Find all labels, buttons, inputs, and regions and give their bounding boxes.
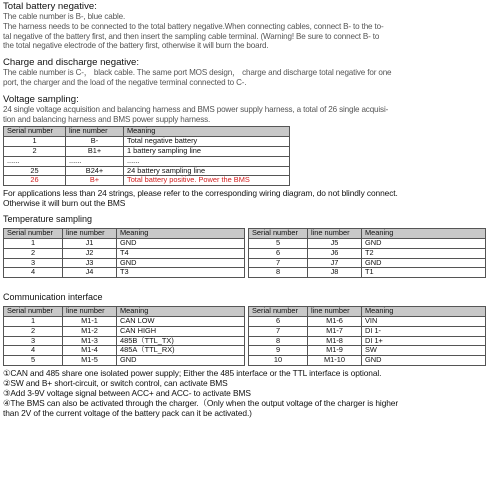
cell-line: J6 [308,248,362,258]
section-charge-discharge [3,57,485,88]
table-row [4,238,486,248]
cell-serial: 10 [249,356,308,366]
communication-title: Communication interface [3,292,103,303]
header-meaning: Meaning [362,307,486,317]
cell-serial: 2 [4,248,63,258]
table-header-row [4,127,290,137]
cell-meaning: DI 1+ [362,336,486,346]
header-serial: Serial number [249,229,308,239]
cell-serial: 3 [4,336,63,346]
cell-line: J3 [63,258,117,268]
temperature-table [3,228,486,278]
header-line: line number [63,307,117,317]
text-line: The harness needs to be connected to the total battery negative.When connecting cables, connect B- to the to- [3,21,384,31]
cell-meaning: 24 battery sampling line [124,166,290,176]
cell-serial: 2 [4,326,63,336]
section-title: Charge and discharge negative: [3,57,140,69]
section-body [3,105,485,125]
text-line: port, the charger and the load of the negative terminal connected to C-. [3,77,247,87]
cell-line: J5 [308,238,362,248]
cell-meaning: 1 battery sampling line [124,146,290,156]
text-line: the total negative electrode of the battery first, otherwise it will burn the board. [3,41,269,51]
cell-meaning: CAN HIGH [117,326,245,336]
cell-line: M1-8 [308,336,362,346]
cell-line: J7 [308,258,362,268]
table-header-row [4,307,486,317]
header-serial: Serial number [4,229,63,239]
cell-serial: 6 [249,248,308,258]
footnote-line: than 2V of the current voltage of the battery pack can it be activated.) [3,407,252,418]
cell-line: M1-1 [63,316,117,326]
temperature-title: Temperature sampling [3,214,93,225]
header-serial: Serial number [4,127,66,137]
cell-line: J4 [63,268,117,278]
cell-meaning: Total negative battery [124,137,290,147]
text-line: The cable number is B-, blue cable. [3,12,126,21]
cell-meaning: GND [117,258,245,268]
cell-meaning: GND [117,238,245,248]
header-meaning: Meaning [117,307,245,317]
cell-line: M1-6 [308,316,362,326]
cell-line: M1-2 [63,326,117,336]
cell-serial: 4 [4,346,63,356]
table-row [4,137,290,147]
header-line: line number [308,307,362,317]
footnote-line: ③Add 3-9V voltage signal between ACC+ and ACC- to activate BMS [3,387,251,398]
cell-serial: 7 [249,258,308,268]
table-row [4,268,486,278]
cell-meaning: 485A（TTL_RX) [117,346,245,356]
cell-line: J8 [308,268,362,278]
footnote-line: ②SW and B+ short-circuit, or switch control, can activate BMS [3,377,228,388]
table-row [4,156,290,166]
cell-meaning: GND [117,356,245,366]
cell-meaning: 485B（TTL_TX) [117,336,245,346]
cell-serial: 3 [4,258,63,268]
footnotes [3,368,485,418]
section-title: Voltage sampling: [3,93,79,105]
cell-serial: 1 [4,316,63,326]
header-meaning: Meaning [117,229,245,239]
cell-serial: 7 [249,326,308,336]
cell-meaning: DI 1- [362,326,486,336]
table-row [4,146,290,156]
communication-table [3,306,486,366]
footnote-line: ④The BMS can also be activated through the charger.（Only when the output voltage of the charger is higher [3,397,399,408]
section-total-negative [3,0,485,51]
cell-serial: 1 [4,137,66,147]
cell-meaning: T1 [362,268,486,278]
table-row-highlight [4,176,290,186]
cell-meaning: GND [362,258,486,268]
cell-serial: 6 [249,316,308,326]
text-line: tal negative of the battery first, and then insert the sampling cable terminal. (Warning! Be sure to connect B- to [3,31,380,41]
header-line: line number [308,229,362,239]
section-body [3,68,485,88]
table-header-row [4,229,486,239]
table-row [4,248,486,258]
table-row [4,166,290,176]
cell-serial: 25 [4,166,66,176]
section-title: Total battery negative: [3,1,97,12]
cell-line: B24+ [66,166,124,176]
cell-meaning: CAN LOW [117,316,245,326]
cell-serial: 9 [249,346,308,356]
cell-meaning: VIN [362,316,486,326]
cell-line: M1-7 [308,326,362,336]
voltage-note [3,188,485,208]
cell-serial: ...... [4,156,66,166]
header-serial: Serial number [249,307,308,317]
section-body [3,12,485,51]
text-line: For applications less than 24 strings, please refer to the corresponding wiring diagram, do not blindly connect. [3,188,398,199]
cell-meaning: T4 [117,248,245,258]
header-meaning: Meaning [124,127,290,137]
header-line: line number [66,127,124,137]
header-line: line number [63,229,117,239]
cell-serial: 4 [4,268,63,278]
table-row [4,356,486,366]
cell-serial: 8 [249,268,308,278]
text-line: The cable number is C-， black cable. The same port MOS design， charge and discharge total negative for one [3,68,392,78]
text-line: tion and balancing harness and BMS power supply harness. [3,114,211,124]
cell-line: B1+ [66,146,124,156]
text-line: 24 single voltage acquisition and balancing harness and BMS power supply harness, a total of 26 single acquisi- [3,104,389,114]
cell-line: B+ [66,176,124,186]
cell-line: M1-4 [63,346,117,356]
cell-meaning: SW [362,346,486,356]
cell-line: B- [66,137,124,147]
table-row [4,258,486,268]
cell-serial: 5 [249,238,308,248]
table-row [4,336,486,346]
cell-line: M1-10 [308,356,362,366]
header-meaning: Meaning [362,229,486,239]
text-line: Otherwise it will burn out the BMS [3,198,126,209]
cell-serial: 1 [4,238,63,248]
table-row [4,316,486,326]
cell-meaning: T2 [362,248,486,258]
cell-line: ...... [66,156,124,166]
cell-meaning: Total battery positive. Power the BMS [124,176,290,186]
table-row [4,346,486,356]
cell-line: M1-9 [308,346,362,356]
cell-serial: 26 [4,176,66,186]
cell-line: J1 [63,238,117,248]
cell-line: M1-5 [63,356,117,366]
cell-serial: 2 [4,146,66,156]
cell-meaning: ...... [124,156,290,166]
cell-meaning: GND [362,356,486,366]
footnote-line: ①CAN and 485 share one isolated power supply; Either the 485 interface or the TTL interface is optional. [3,367,382,378]
cell-meaning: GND [362,238,486,248]
cell-meaning: T3 [117,268,245,278]
header-serial: Serial number [4,307,63,317]
cell-serial: 8 [249,336,308,346]
cell-line: M1-3 [63,336,117,346]
section-voltage-sampling [3,94,485,125]
cell-line: J2 [63,248,117,258]
voltage-table [3,126,290,186]
table-row [4,326,486,336]
cell-serial: 5 [4,356,63,366]
